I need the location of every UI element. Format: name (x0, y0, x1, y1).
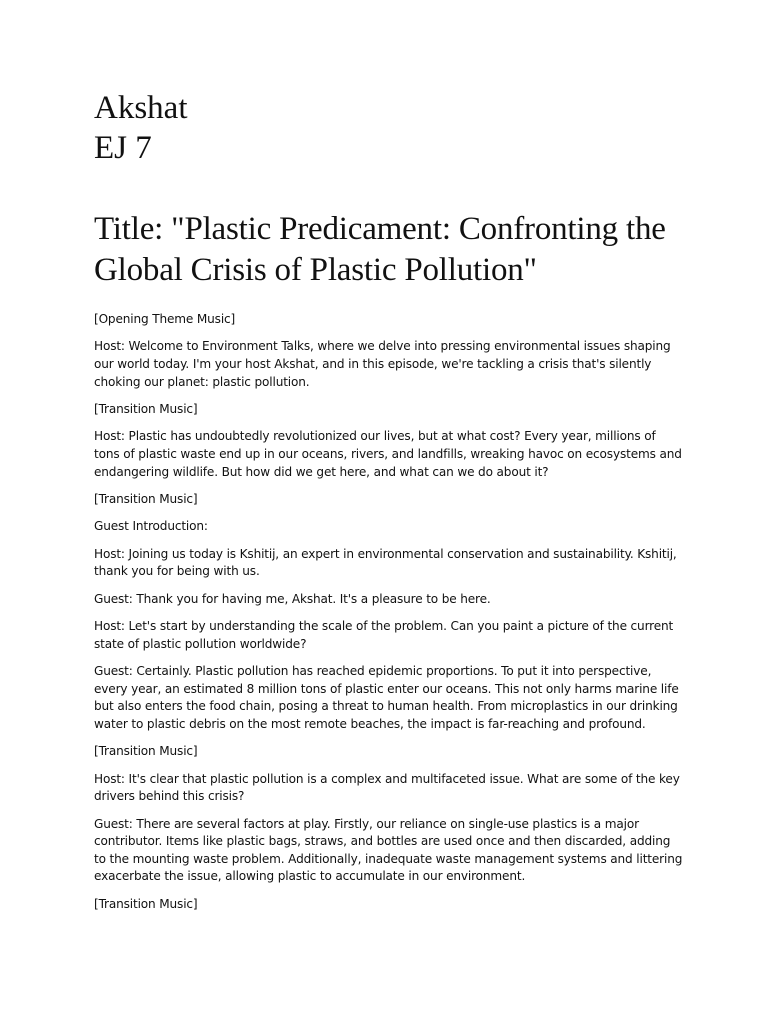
document-page (94, 88, 684, 923)
document-title: Title: "Plastic Predicament: Confronting the Global Crisis of Plastic Pollution" (94, 211, 666, 288)
host-line: Host: Welcome to Environment Talks, where we delve into pressing environmental issues shaping our world today. I'm your host Akshat, and in this episode, we're tackling a crisis that's silently choking our planet: plastic pollution. (94, 339, 671, 389)
guest-line: Guest: There are several factors at play. Firstly, our reliance on single-use plastics is a major contributor. Items like plastic bags, straws, and bottles are used once and then discarded, adding to the mounting waste problem. Additionally, inadequate waste management systems and littering exacerbate the issue, allowing plastic to accumulate in our environment. (94, 816, 683, 884)
host-line: Host: Joining us today is Kshitij, an expert in environmental conservation and sustainability. Kshitij, thank you for being with us. (94, 546, 677, 579)
host-line: Host: Plastic has undoubtedly revolutionized our lives, but at what cost? Every year, millions of tons of plastic waste end up in our oceans, rivers, and landfills, wreaking havoc on ecosystems and endangering wildlife. But how did we get here, and what can we do about it? (94, 429, 682, 479)
guest-line: Guest: Certainly. Plastic pollution has reached epidemic proportions. To put it into perspective, every year, an estimated 8 million tons of plastic enter our oceans. This not only harms marine life but also enters the food chain, posing a threat to human health. From microplastics in our drinking water to plastic debris on the most remote beaches, the impact is far-reaching and profound. (94, 664, 679, 731)
transcript-body (94, 311, 684, 913)
section-heading: Guest Introduction: (94, 519, 208, 534)
host-line: Host: It's clear that plastic pollution is a complex and multifaceted issue. What are some of the key drivers behind this crisis? (94, 771, 680, 804)
stage-direction: [Transition Music] (94, 401, 198, 416)
stage-direction: [Transition Music] (94, 491, 198, 506)
host-line: Host: Let's start by understanding the scale of the problem. Can you paint a picture of the current state of plastic pollution worldwide? (94, 619, 674, 651)
class-code: EJ 7 (94, 130, 152, 166)
stage-direction: [Opening Theme Music] (94, 312, 236, 326)
guest-line: Guest: Thank you for having me, Akshat. It's a pleasure to be here. (94, 591, 491, 606)
author-name: Akshat (94, 90, 188, 126)
stage-direction: [Transition Music] (94, 744, 198, 759)
stage-direction: [Transition Music] (94, 896, 198, 911)
